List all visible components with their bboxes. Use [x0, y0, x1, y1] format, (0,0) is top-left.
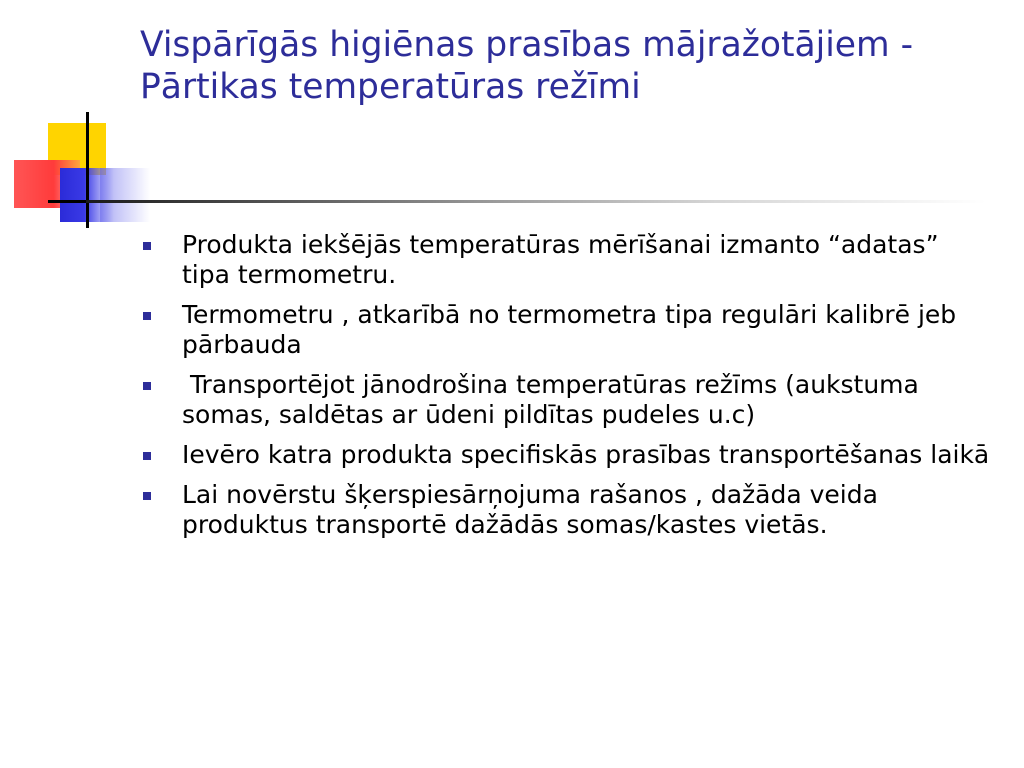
square-bullet-icon [143, 242, 151, 250]
bullet-list [143, 230, 993, 550]
decorative-logo-blocks [0, 0, 160, 240]
list-item [143, 440, 993, 470]
bullet-text: Lai novērstu šķerspiesārņojuma rašanos , dažāda veida produktus transportē dažādās somas/kastes vietās. [182, 480, 886, 539]
square-bullet-icon [143, 382, 151, 390]
square-bullet-icon [143, 452, 151, 460]
list-item [143, 300, 993, 360]
bullet-text: Termometru , atkarībā no termometra tipa regulāri kalibrē jeb pārbauda [182, 300, 965, 359]
slide-title: Vispārīgās higiēnas prasības mājražotājiem -Pārtikas temperatūras režīmi [140, 25, 914, 107]
list-item [143, 480, 993, 540]
list-item [143, 230, 993, 290]
square-bullet-icon [143, 492, 151, 500]
square-bullet-icon [143, 312, 151, 320]
bullet-text: Transportējot jānodrošina temperatūras režīms (aukstuma somas, saldētas ar ūdeni pildītas pudeles u.c) [182, 370, 927, 429]
list-item [143, 370, 993, 430]
title-underline-rule [86, 200, 986, 203]
vertical-line-decoration [86, 112, 89, 228]
bullet-text: Produkta iekšējās temperatūras mērīšanai izmanto “adatas” tipa termometru. [182, 230, 947, 289]
bullet-text: Ievēro katra produkta specifiskās prasības transportēšanas laikā [182, 440, 990, 469]
blue-fade-decoration [100, 168, 150, 222]
